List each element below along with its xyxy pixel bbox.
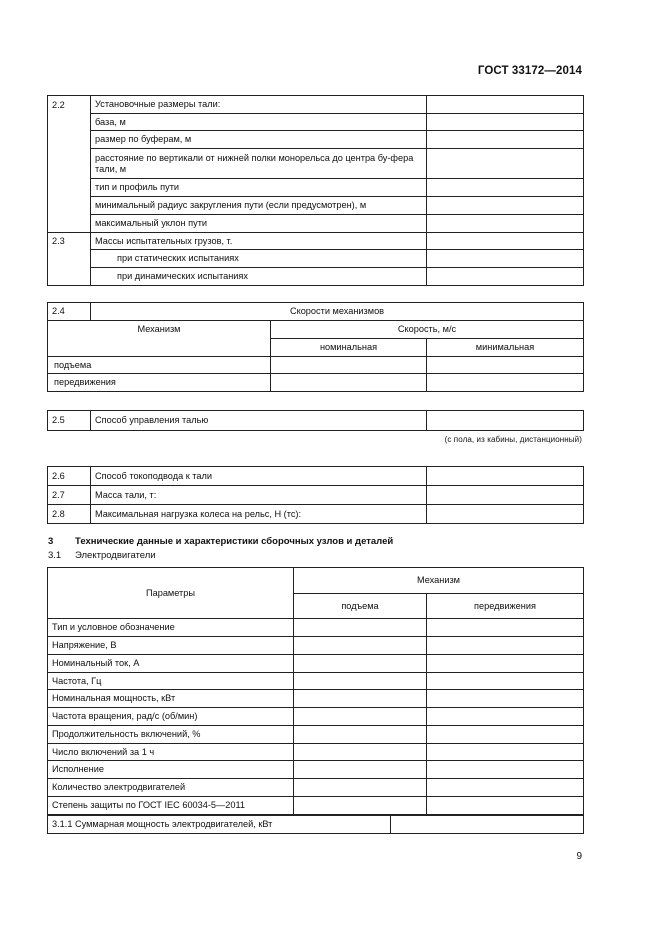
table-control-method (47, 410, 584, 431)
value-cell (294, 726, 427, 744)
value-cell (427, 131, 584, 149)
value-cell (294, 708, 427, 726)
column-header-lift: подъема (294, 594, 427, 619)
value-cell (427, 374, 584, 392)
value-cell (294, 797, 427, 815)
value-cell (427, 797, 584, 815)
row-label: передвижения (48, 374, 271, 392)
value-cell (294, 779, 427, 797)
row-label: Напряжение, В (48, 637, 294, 655)
value-cell (427, 505, 584, 524)
value-cell (427, 149, 584, 179)
row-label: подъема (48, 357, 271, 374)
row-label: Количество электродвигателей (48, 779, 294, 797)
section-title: Технические данные и характеристики сборочных узлов и деталей (75, 536, 394, 547)
value-cell (427, 761, 584, 779)
row-label: Тип и условное обозначение (48, 619, 294, 637)
item-number: 2.2 (48, 96, 91, 233)
section-3-1-heading (48, 550, 156, 561)
item-number: 2.7 (48, 486, 91, 505)
row-label: Продолжительность включений, % (48, 726, 294, 744)
column-header-travel: передвижения (427, 594, 584, 619)
row-label: Номинальный ток, А (48, 655, 294, 673)
value-cell (427, 114, 584, 131)
row-label: расстояние по вертикали от нижней полки монорельса до центра бу-фера тали, м (91, 149, 427, 179)
value-cell (427, 486, 584, 505)
table-power-mass-load (47, 466, 584, 524)
value-cell (271, 357, 427, 374)
item-number: 2.6 (48, 467, 91, 486)
table-total-motor-power (47, 815, 584, 834)
value-cell (427, 726, 584, 744)
row-label: Частота, Гц (48, 673, 294, 690)
row-label: Степень защиты по ГОСТ IEC 60034-5—2011 (48, 797, 294, 815)
row-label: Способ управления талью (91, 411, 427, 431)
row-label: тип и профиль пути (91, 179, 427, 197)
value-cell (294, 673, 427, 690)
row-label: Масса тали, т: (91, 486, 427, 505)
control-method-note: (с пола, из кабины, дистанционный) (444, 435, 582, 444)
item-number: 2.3 (48, 233, 91, 286)
value-cell (294, 761, 427, 779)
row-label: Способ токоподвода к тали (91, 467, 427, 486)
table-title: Скорости механизмов (91, 303, 584, 321)
section-3-heading (48, 536, 393, 547)
row-label: размер по буферам, м (91, 131, 427, 149)
value-cell (427, 655, 584, 673)
value-cell (427, 690, 584, 708)
document-number: ГОСТ 33172—2014 (477, 65, 582, 77)
row-label: Массы испытательных грузов, т. (91, 233, 427, 250)
value-cell (427, 779, 584, 797)
row-label: Максимальная нагрузка колеса на рельс, Н (тс): (91, 505, 427, 524)
row-label: Исполнение (48, 761, 294, 779)
value-cell (427, 268, 584, 286)
value-cell (294, 619, 427, 637)
value-cell (294, 690, 427, 708)
value-cell (427, 744, 584, 761)
value-cell (294, 637, 427, 655)
value-cell (427, 233, 584, 250)
table-electric-motors (47, 567, 584, 815)
row-label: минимальный радиус закругления пути (если предусмотрен), м (91, 197, 427, 215)
column-header-minimal: минимальная (427, 339, 584, 357)
value-cell (391, 816, 584, 834)
value-cell (427, 179, 584, 197)
value-cell (427, 708, 584, 726)
item-number: 2.8 (48, 505, 91, 524)
value-cell (294, 655, 427, 673)
column-header-mechanism: Механизм (48, 321, 271, 357)
value-cell (427, 467, 584, 486)
row-label: Частота вращения, рад/с (об/мин) (48, 708, 294, 726)
row-label: база, м (91, 114, 427, 131)
column-header-parameters: Параметры (48, 568, 294, 619)
value-cell (427, 96, 584, 114)
value-cell (427, 357, 584, 374)
table-mechanism-speeds (47, 302, 584, 392)
value-cell (427, 215, 584, 233)
row-label: максимальный уклон пути (91, 215, 427, 233)
subsection-title: Электродвигатели (75, 550, 156, 561)
value-cell (427, 673, 584, 690)
section-number: 3 (48, 536, 54, 547)
value-cell (427, 637, 584, 655)
row-label: Установочные размеры тали: (91, 96, 427, 114)
column-header-mechanism: Механизм (294, 568, 584, 594)
column-header-speed: Скорость, м/с (271, 321, 584, 339)
row-label: Число включений за 1 ч (48, 744, 294, 761)
value-cell (427, 250, 584, 268)
item-number: 2.4 (48, 303, 91, 321)
value-cell (427, 619, 584, 637)
column-header-nominal: номинальная (271, 339, 427, 357)
row-label: при динамических испытаниях (91, 268, 427, 286)
row-label: при статических испытаниях (91, 250, 427, 268)
subsection-number: 3.1 (48, 550, 62, 561)
row-label: 3.1.1 Суммарная мощность электродвигателей, кВт (48, 816, 391, 834)
value-cell (294, 744, 427, 761)
page-number: 9 (576, 851, 582, 862)
row-label: Номинальная мощность, кВт (48, 690, 294, 708)
value-cell (427, 197, 584, 215)
value-cell (271, 374, 427, 392)
table-installation-dimensions (47, 95, 584, 286)
item-number: 2.5 (48, 411, 91, 431)
value-cell (427, 411, 584, 431)
